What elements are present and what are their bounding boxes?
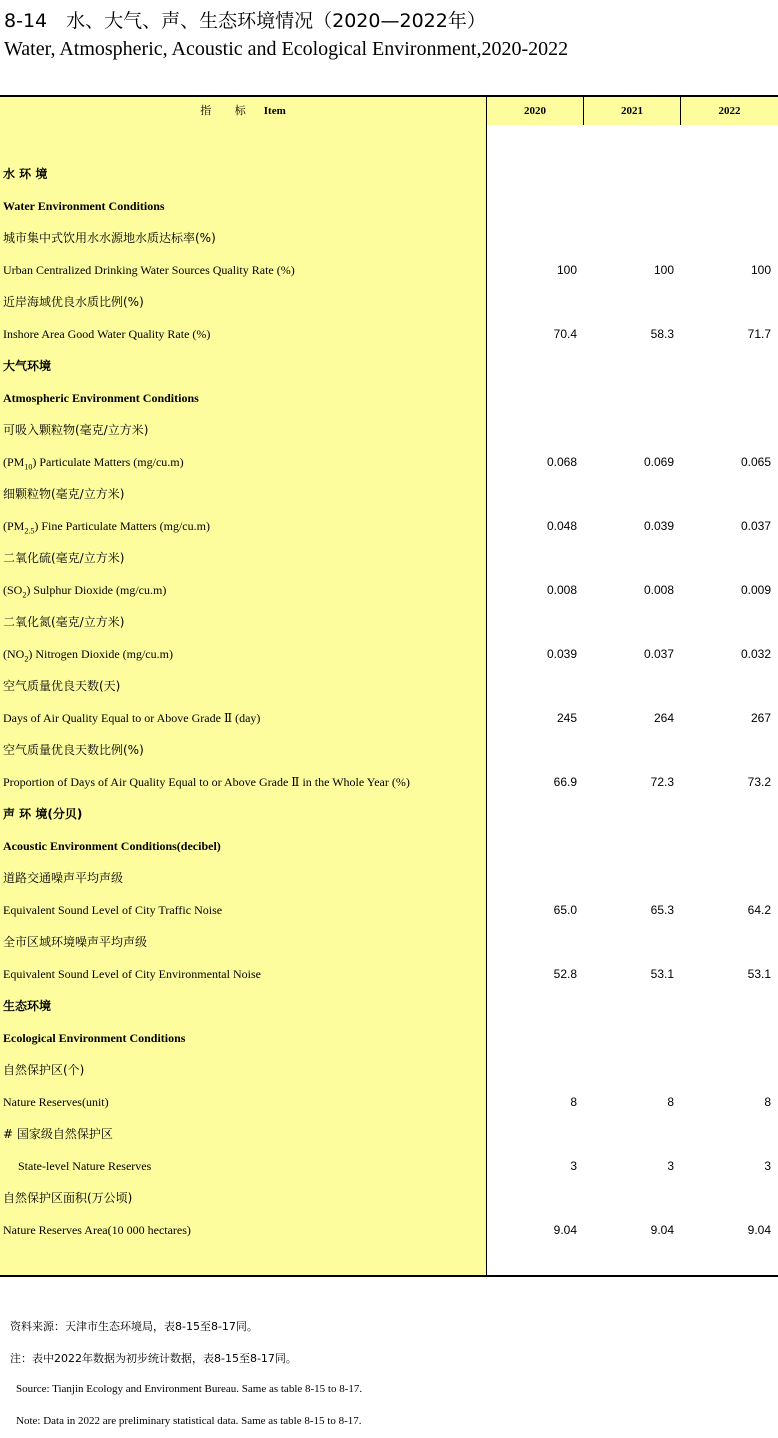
- value-cell-2022: 3: [764, 1159, 771, 1173]
- table-row: [0, 1182, 778, 1214]
- row-label: 生态环境: [3, 999, 52, 1013]
- table-row: [0, 734, 778, 766]
- table-row: [0, 766, 778, 798]
- table-row: [0, 958, 778, 990]
- value-cell-2021: 8: [667, 1095, 674, 1109]
- header-indicator-en: Item: [263, 105, 286, 117]
- row-label: 全市区域环境噪声平均声级: [3, 935, 148, 949]
- row-label: Atmospheric Environment Conditions: [3, 391, 199, 405]
- table-title-cn: 8-14 水、大气、声、生态环境情况（2020—2022年）: [4, 10, 486, 32]
- row-label: 空气质量优良天数(天): [3, 679, 121, 693]
- row-label: 道路交通噪声平均声级: [3, 871, 124, 885]
- value-cell-2021: 3: [667, 1159, 674, 1173]
- table-row: [0, 542, 778, 574]
- table-row: [0, 574, 778, 606]
- value-cell-2020: 52.8: [553, 967, 577, 981]
- table-row: [0, 446, 778, 478]
- table-row: [0, 1054, 778, 1086]
- value-cell-2020: 245: [556, 711, 577, 725]
- value-cell-2021: 100: [653, 263, 674, 277]
- value-cell-2021: 53.1: [650, 967, 674, 981]
- table-title-en: Water, Atmospheric, Acoustic and Ecological Environment,2020-2022: [4, 38, 569, 60]
- row-label: 二氧化硫(毫克/立方米): [3, 551, 125, 565]
- row-label: 水 环 境: [3, 167, 48, 181]
- row-label: Water Environment Conditions: [3, 199, 165, 213]
- row-label: 空气质量优良天数比例(%): [3, 743, 144, 757]
- value-cell-2020: 9.04: [553, 1223, 577, 1237]
- value-cell-2020: 0.068: [546, 455, 577, 469]
- value-cell-2022: 0.037: [740, 519, 771, 533]
- value-cell-2020: 0.039: [546, 647, 577, 661]
- row-label: Proportion of Days of Air Quality Equal to or Above Grade Ⅱ in the Whole Year (%): [3, 775, 410, 789]
- table-row: [0, 1150, 778, 1182]
- header-indicator-cn: 指 标: [200, 104, 256, 117]
- table-row: [0, 1086, 778, 1118]
- value-cell-2021: 0.008: [643, 583, 674, 597]
- value-cell-2022: 267: [750, 711, 771, 725]
- table-row: [0, 190, 778, 222]
- row-label: Equivalent Sound Level of City Traffic Noise: [3, 903, 223, 917]
- row-label: Equivalent Sound Level of City Environmental Noise: [3, 967, 261, 981]
- value-cell-2022: 71.7: [747, 327, 771, 341]
- table-row: [0, 894, 778, 926]
- table-row: [0, 830, 778, 862]
- value-cell-2021: 0.039: [643, 519, 674, 533]
- source-note-cn: 资料来源：天津市生态环境局，表8-15至8-17同。: [10, 1320, 258, 1333]
- value-cell-2020: 0.048: [546, 519, 577, 533]
- footnote-en: Note: Data in 2022 are preliminary statistical data. Same as table 8-15 to 8-17.: [16, 1415, 362, 1427]
- row-label: 可吸入颗粒物(毫克/立方米): [3, 423, 149, 437]
- row-label: 细颗粒物(毫克/立方米): [3, 487, 125, 501]
- value-cell-2022: 53.1: [747, 967, 771, 981]
- row-label: Urban Centralized Drinking Water Sources Quality Rate (%): [3, 263, 295, 277]
- value-cell-2022: 0.032: [740, 647, 771, 661]
- table-row: [0, 350, 778, 382]
- value-cell-2022: 0.009: [740, 583, 771, 597]
- row-label: State-level Nature Reserves: [18, 1159, 152, 1173]
- data-table: [0, 95, 778, 1277]
- value-cell-2021: 9.04: [650, 1223, 674, 1237]
- value-cell-2020: 8: [570, 1095, 577, 1109]
- value-cell-2022: 8: [764, 1095, 771, 1109]
- value-cell-2022: 9.04: [747, 1223, 771, 1237]
- value-cell-2021: 264: [653, 711, 674, 725]
- row-label: Ecological Environment Conditions: [3, 1031, 186, 1045]
- row-label: 自然保护区面积(万公顷): [3, 1191, 133, 1205]
- value-cell-2021: 72.3: [650, 775, 674, 789]
- table-row: [0, 862, 778, 894]
- table-row: [0, 478, 778, 510]
- value-cell-2020: 70.4: [553, 327, 577, 341]
- table-bottom-rule: [0, 1275, 778, 1277]
- value-cell-2021: 58.3: [650, 327, 674, 341]
- table-row: [0, 414, 778, 446]
- source-note-en: Source: Tianjin Ecology and Environment Bureau. Same as table 8-15 to 8-17.: [16, 1383, 363, 1395]
- value-cell-2022: 100: [750, 263, 771, 277]
- value-cell-2022: 73.2: [747, 775, 771, 789]
- value-cell-2020: 65.0: [553, 903, 577, 917]
- row-label: Nature Reserves(unit): [3, 1095, 109, 1109]
- table-header: [0, 95, 778, 125]
- value-cell-2020: 3: [570, 1159, 577, 1173]
- header-year-2022: 2022: [681, 97, 778, 125]
- value-cell-2020: 100: [556, 263, 577, 277]
- table-row: [0, 254, 778, 286]
- row-label: 近岸海域优良水质比例(%): [3, 295, 144, 309]
- value-cell-2022: 64.2: [747, 903, 771, 917]
- row-label: 城市集中式饮用水水源地水质达标率(%): [3, 231, 216, 245]
- row-label: 声 环 境(分贝): [3, 807, 83, 821]
- row-label: 二氧化氮(毫克/立方米): [3, 615, 125, 629]
- row-label: $(PM_{2.5})$ Fine Particulate Matters (mg/cu.m): [3, 519, 210, 536]
- row-label: Days of Air Quality Equal to or Above Grade Ⅱ (day): [3, 711, 261, 725]
- header-year-2021: 2021: [584, 97, 681, 125]
- row-label: Inshore Area Good Water Quality Rate (%): [3, 327, 211, 341]
- value-cell-2020: 0.008: [546, 583, 577, 597]
- table-row: [0, 638, 778, 670]
- table-row: [0, 158, 778, 190]
- table-row: [0, 670, 778, 702]
- value-cell-2021: 0.069: [643, 455, 674, 469]
- table-row: [0, 702, 778, 734]
- value-cell-2021: 65.3: [650, 903, 674, 917]
- row-label: $(PM_{10})$ Particulate Matters (mg/cu.m): [3, 455, 184, 472]
- value-cell-2020: 66.9: [553, 775, 577, 789]
- header-year-2020: 2020: [487, 97, 584, 125]
- header-indicator: [0, 97, 487, 125]
- table-row: [0, 382, 778, 414]
- row-label: $(NO_2)$ Nitrogen Dioxide (mg/cu.m): [3, 647, 173, 664]
- footnote-cn: 注：表中2022年数据为初步统计数据，表8-15至8-17同。: [10, 1352, 297, 1365]
- table-row: [0, 1022, 778, 1054]
- table-row: [0, 990, 778, 1022]
- row-label: 自然保护区(个): [3, 1063, 85, 1077]
- table-row: [0, 798, 778, 830]
- table-row: [0, 1214, 778, 1246]
- row-label: # 国家级自然保护区: [3, 1127, 113, 1141]
- row-label: Acoustic Environment Conditions(decibel): [3, 839, 221, 853]
- table-row: [0, 222, 778, 254]
- row-label: $(SO_2)$ Sulphur Dioxide (mg/cu.m): [3, 583, 167, 600]
- table-row: [0, 318, 778, 350]
- row-label: 大气环境: [3, 359, 52, 373]
- table-row: [0, 606, 778, 638]
- value-cell-2022: 0.065: [740, 455, 771, 469]
- table-row: [0, 1118, 778, 1150]
- row-label: Nature Reserves Area(10 000 hectares): [3, 1223, 191, 1237]
- value-cell-2021: 0.037: [643, 647, 674, 661]
- table-row: [0, 286, 778, 318]
- table-row: [0, 926, 778, 958]
- table-row: [0, 510, 778, 542]
